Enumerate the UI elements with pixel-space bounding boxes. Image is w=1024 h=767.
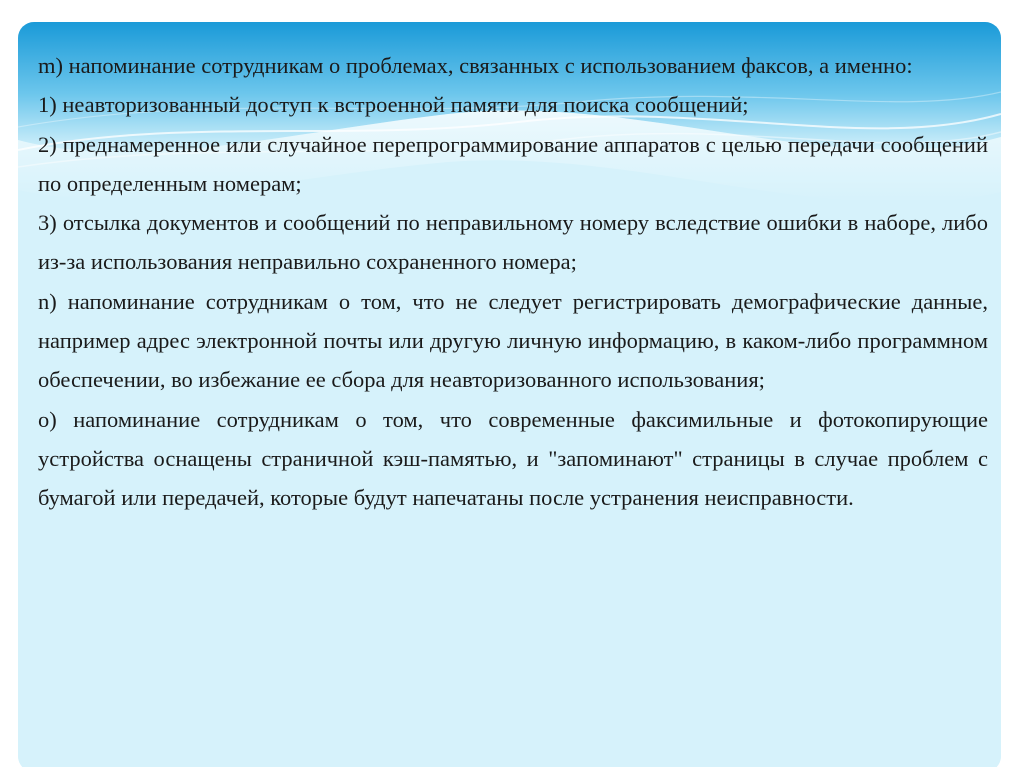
body-text [38,46,988,518]
paragraph-3: 3) отсылка документов и сообщений по неправильному номеру вследствие ошибки в наборе, либо из-за использования неправильно сохраненного номера; [38,210,988,275]
paragraph-o: o) напоминание сотрудникам о том, что современные факсимильные и фотокопирующие устройства оснащены страничной кэш-памятью, и "запоминают" страницы в случае проблем с бумагой или передачей, которые будут напечатаны после устранения неисправности. [38,406,988,511]
paragraph-m: m) напоминание сотрудникам о проблемах, связанных с использованием факсов, а именно: [38,53,913,78]
paragraph-2: 2) преднамеренное или случайное перепрограммирование аппаратов с целью передачи сообщений по определенным номерам; [38,131,988,196]
content-panel [18,22,1001,767]
paragraph-n: n) напоминание сотрудникам о том, что не следует регистрировать демографические данные, например адрес электронной почты или другую личную информацию, в каком-либо программном обеспечении, во избежание ее сбора для неавторизованного использования; [38,288,988,393]
paragraph-1: 1) неавторизованный доступ к встроенной памяти для поиска сообщений; [38,92,749,118]
